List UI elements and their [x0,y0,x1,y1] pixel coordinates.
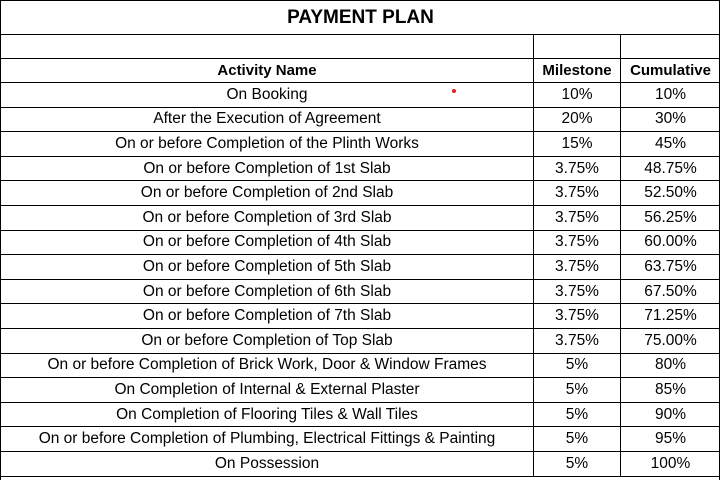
milestone-cell: 10% [534,83,621,108]
table-row [1,132,720,157]
table-row [1,279,720,304]
milestone-cell: 5% [534,402,621,427]
table-row [1,205,720,230]
table-row [1,328,720,353]
column-header-activity: Activity Name [1,59,534,83]
cumulative-cell: 100% [621,451,720,476]
milestone-cell: 5% [534,378,621,403]
cumulative-cell: 60.00% [621,230,720,255]
milestone-cell: 5% [534,427,621,452]
milestone-cell: 20% [534,107,621,132]
table-row [1,378,720,403]
table-row [1,451,720,476]
blank-cell [534,35,621,59]
milestone-cell: 3.75% [534,205,621,230]
column-header-cumulative: Cumulative [621,59,720,83]
table-row [1,402,720,427]
cumulative-cell: 71.25% [621,304,720,329]
table-row [1,427,720,452]
title-row [1,1,720,35]
cumulative-cell: 75.00% [621,328,720,353]
milestone-cell: 3.75% [534,304,621,329]
milestone-cell: 5% [534,353,621,378]
milestone-cell: 3.75% [534,181,621,206]
activity-cell: On or before Completion of 4th Slab [1,230,534,255]
activity-cell: On or before Completion of 6th Slab [1,279,534,304]
cumulative-cell: 67.50% [621,279,720,304]
cumulative-cell: 30% [621,107,720,132]
milestone-cell: 3.75% [534,328,621,353]
activity-cell: On or before Completion of Brick Work, Door & Window Frames [1,353,534,378]
milestone-cell: 3.75% [534,255,621,280]
activity-cell: On Completion of Internal & External Plaster [1,378,534,403]
blank-cell [621,35,720,59]
cumulative-cell: 48.75% [621,156,720,181]
cumulative-cell: 95% [621,427,720,452]
activity-cell: On or before Completion of Top Slab [1,328,534,353]
milestone-cell: 5% [534,451,621,476]
table-row [1,353,720,378]
cumulative-cell: 85% [621,378,720,403]
cumulative-cell: 56.25% [621,205,720,230]
header-row [1,59,720,83]
table-row [1,255,720,280]
milestone-cell: 3.75% [534,230,621,255]
activity-cell: On Booking [1,83,534,108]
table-title: PAYMENT PLAN [1,1,720,35]
activity-cell: On Completion of Flooring Tiles & Wall Tiles [1,402,534,427]
table-row [1,230,720,255]
cumulative-cell: 45% [621,132,720,157]
milestone-cell: 15% [534,132,621,157]
cumulative-cell: 52.50% [621,181,720,206]
activity-cell: On or before Completion of Plumbing, Electrical Fittings & Painting [1,427,534,452]
activity-cell: On or before Completion of 3rd Slab [1,205,534,230]
cumulative-cell: 10% [621,83,720,108]
activity-cell: On or before Completion of the Plinth Works [1,132,534,157]
red-marker-dot [452,89,456,93]
activity-cell: After the Execution of Agreement [1,107,534,132]
column-header-milestone: Milestone [534,59,621,83]
activity-cell: On or before Completion of 1st Slab [1,156,534,181]
blank-cell [1,35,534,59]
milestone-cell: 3.75% [534,279,621,304]
milestone-cell: 3.75% [534,156,621,181]
cumulative-cell: 90% [621,402,720,427]
activity-cell: On or before Completion of 5th Slab [1,255,534,280]
cumulative-cell: 63.75% [621,255,720,280]
table-row [1,83,720,108]
activity-cell: On Possession [1,451,534,476]
table-row [1,156,720,181]
cumulative-cell: 80% [621,353,720,378]
blank-row [1,35,720,59]
table-row [1,107,720,132]
table-row [1,181,720,206]
activity-cell: On or before Completion of 7th Slab [1,304,534,329]
activity-cell: On or before Completion of 2nd Slab [1,181,534,206]
table-row [1,304,720,329]
